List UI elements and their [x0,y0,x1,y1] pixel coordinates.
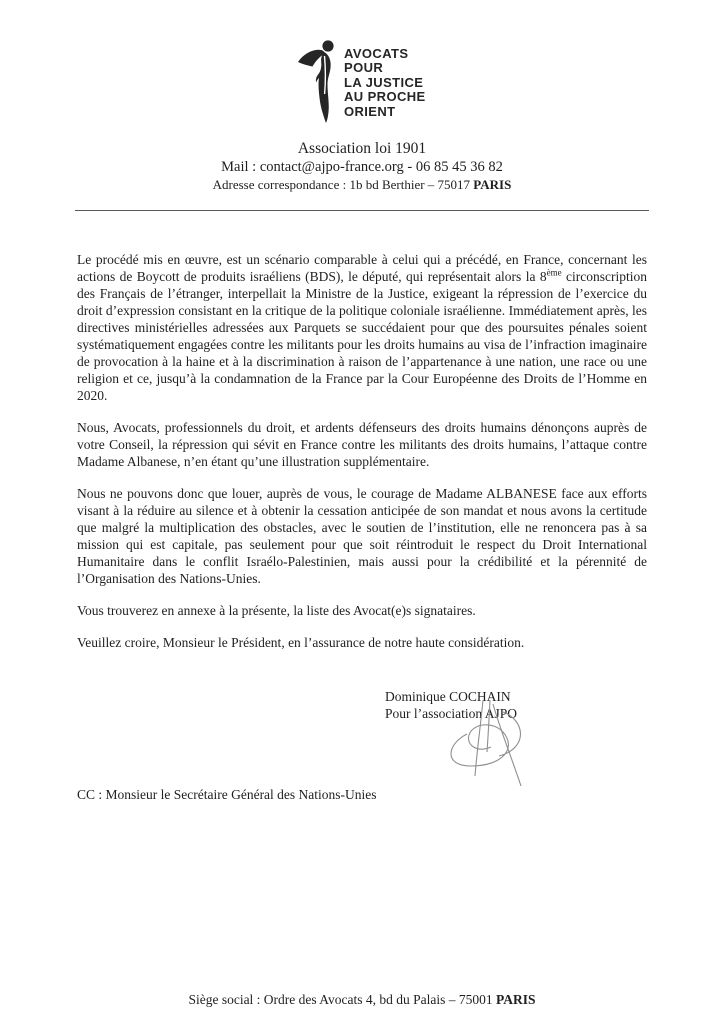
logo-line: AU PROCHE [344,89,426,105]
address-line [0,176,724,194]
logo [297,38,447,124]
paragraph-1-text: circonscription des Français de l’étranger, interpellait la Ministre de la Justice, exigeant la répression de l’exercice du droit d’expression consistant en la critique de la politique coloniale israélienne. Immédiatement après, les directives ministérielles adressées aux Parquets se succédaient pour que des poursuites pénales soient systématiquement engagées contre les militants pour les droits humains au visa de l’infraction imaginaire de provocation à la haine et à la discrimination à raison de l’appartenance à une nation, une race ou une religion et ce, jusqu’à la condamnation de la France par la Cour Européenne des Droits de l’Homme en 2020. [77,269,647,403]
paragraph-2: Nous, Avocats, professionnels du droit, et ardents défenseurs des droits humains dénonçons auprès de votre Conseil, la répression qui sévit en France contre les militants des droits humains, l’attaque contre Madame Albanese, n’en étant qu’une illustration supplémentaire. [77,420,647,469]
signatory-role: Pour l’association AJPO [385,706,518,721]
paragraph-5: Veuillez croire, Monsieur le Président, en l’assurance de notre haute considération. [77,635,525,650]
header-divider [75,210,649,211]
footer-address: Siège social : Ordre des Avocats 4, bd du Palais – 75001 [188,992,497,1007]
paragraph-1-superscript: ème [546,267,562,278]
footer [0,992,724,1008]
logo-line: AVOCATS [344,46,409,61]
paragraph-1 [77,251,647,404]
footer-city: PARIS [496,992,536,1007]
paragraph-4: Vous trouverez en annexe à la présente, la liste des Avocat(e)s signataires. [77,603,476,618]
cc-line: CC : Monsieur le Secrétaire Général des Nations-Unies [77,787,377,802]
logo-line: LA JUSTICE [344,74,424,90]
address-prefix: Adresse correspondance : 1b bd Berthier – 75017 [212,177,474,192]
contact-line: Mail : contact@ajpo-france.org - 06 85 45 36 82 [221,159,503,175]
association-type: Association loi 1901 [297,140,427,157]
letterhead [0,139,724,194]
paragraph-1-text: Le procédé mis en œuvre, est un scénario comparable à celui qui a précédé, en France, concernant les actions de Boycott de produits israéliens (BDS), le député, qui représentait alors la 8 [77,252,647,284]
letter-body [77,251,647,803]
signatory-name: Dominique COCHAIN [385,689,511,704]
ajpo-figure-icon [297,38,341,129]
address-city: PARIS [473,177,512,192]
logo-line: POUR [344,60,384,76]
logo-wordmark [344,47,426,119]
paragraph-3: Nous ne pouvons donc que louer, auprès de vous, le courage de Madame ALBANESE face aux efforts visant à la réduire au silence et à obtenir la cessation anticipée de son mandat et nous avons la certitude que malgré la multiplication des obstacles, avec le soutien de l’institution, elle ne renoncera pas à sa mission qui est capitale, pas seulement pour que soit réintroduit le respect du Droit International Humanitaire dans le conflit Israélo-Palestinien, mais aussi pour la crédibilité et la pérennité de l’Organisation des Nations-Unies. [77,486,647,586]
logo-line: ORIENT [344,103,396,119]
signature-block [385,688,647,722]
